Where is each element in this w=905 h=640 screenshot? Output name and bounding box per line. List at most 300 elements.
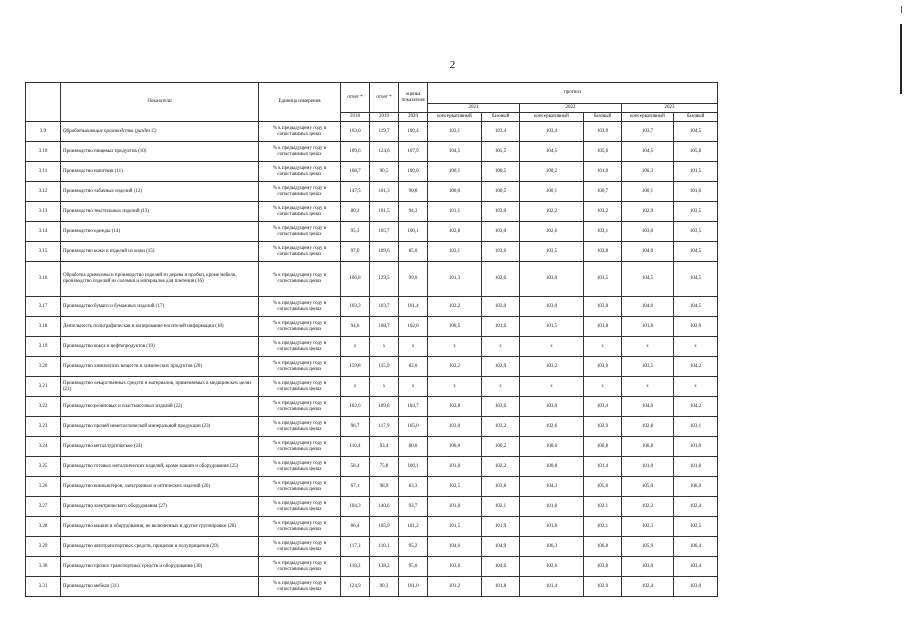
table-row [26,297,718,317]
row-unit: % к предыдущему году в сопоставимых ценах [259,317,341,337]
row-value: 103,7 [370,297,399,317]
row-value: 100,2 [482,437,520,457]
row-value: 108,7 [370,317,399,337]
row-indicator: Производство прочей неметаллической минеральной продукции (23) [61,417,259,437]
row-value: x [428,337,482,357]
row-value: 102,4 [674,497,718,517]
row-value: 104,5 [674,242,718,262]
row-value: x [520,337,584,357]
row-value: 102,1 [584,497,622,517]
header-base-2023: базовый [674,113,718,122]
row-value: 102,9 [622,202,674,222]
row-indicator: Производство лекарственных средств и материалов, применяемых в медицинских целях (21) [61,377,259,397]
row-value: 100,0 [399,162,428,182]
row-value: 104,5 [520,142,584,162]
row-value: 103,1 [674,417,718,437]
row-value: x [428,377,482,397]
header-year-2019: 2019 [370,113,399,122]
row-value: 101,5 [520,317,584,337]
row-indicator: Производство кокса и нефтепродуктов (19) [61,337,259,357]
row-value: 140,6 [370,497,399,517]
row-value: 100,1 [399,222,428,242]
row-value: 117,3 [341,537,370,557]
row-value: 102,6 [341,397,370,417]
row-unit: % к предыдущему году в сопоставимых ценах [259,397,341,417]
row-value: x [622,337,674,357]
header-forecast: прогноз [428,83,718,104]
table-row [26,162,718,182]
row-value: 103,0 [584,557,622,577]
row-value: 103,8 [482,477,520,497]
row-indicator: Производство автотранспортных средств, прицепов и полуприцепов (29) [61,537,259,557]
row-unit: % к предыдущему году в сопоставимых ценах [259,337,341,357]
row-value: 109,6 [370,242,399,262]
row-value: 100,5 [428,317,482,337]
row-value: 97,0 [341,242,370,262]
row-value: 101,5 [428,517,482,537]
row-value: x [674,337,718,357]
row-value: 101,8 [520,497,584,517]
row-value: 104,2 [674,357,718,377]
row-value: 102,8 [428,397,482,417]
row-value: 101,3 [370,182,399,202]
row-value: 103,0 [482,222,520,242]
header-indicator: Показатели [61,83,259,122]
row-value: 103,0 [428,417,482,437]
table-row [26,122,718,142]
table-row [26,457,718,477]
row-number: 3.29 [26,537,61,557]
header-num [26,83,61,122]
row-indicator: Обрабатывающие производства (раздел С) [61,122,259,142]
row-value: 104,5 [428,142,482,162]
table-row [26,317,718,337]
row-value: 103,0 [520,397,584,417]
row-number: 3.23 [26,417,61,437]
row-value: 80,0 [399,437,428,457]
row-unit: % к предыдущему году в сопоставимых ценах [259,162,341,182]
row-value: 101,8 [428,497,482,517]
row-indicator: Производство текстильных изделий (13) [61,202,259,222]
row-value: 104,9 [482,537,520,557]
row-value: x [584,377,622,397]
table-row [26,222,718,242]
row-number: 3.9 [26,122,61,142]
table-row [26,182,718,202]
row-indicator: Обработка древесины и производство изделий из дерева и пробки, кроме мебели, производство изделий из соломки и материалов для плетения (16) [61,262,259,297]
row-value: 103,0 [520,262,584,297]
row-value: 103,5 [674,222,718,242]
row-value: 103,2 [482,417,520,437]
table-row [26,377,718,397]
row-value: 100,0 [428,437,482,457]
row-indicator: Производство электрического оборудования (27) [61,497,259,517]
row-value: 101,0 [674,182,718,202]
row-unit: % к предыдущему году в сопоставимых ценах [259,122,341,142]
row-value: 124,6 [370,142,399,162]
row-value: 138,2 [370,557,399,577]
row-value: 147,5 [341,182,370,202]
row-number: 3.31 [26,577,61,597]
row-unit: % к предыдущему году в сопоставимых ценах [259,417,341,437]
row-value: 103,0 [520,297,584,317]
header-conservative-2023: консервативный [622,113,674,122]
row-value: 103,0 [622,222,674,242]
header-report-2019: отчет * [370,83,399,113]
row-value: 90,5 [370,162,399,182]
table-row [26,142,718,162]
row-unit: % к предыдущему году в сопоставимых ценах [259,357,341,377]
row-value: 110,1 [370,537,399,557]
header-report-2018: отчет * [341,83,370,113]
row-unit: % к предыдущему году в сопоставимых ценах [259,537,341,557]
row-indicator: Производство металлургическое (24) [61,437,259,457]
row-value: 102,5 [674,517,718,537]
row-value: 100,1 [399,457,428,477]
row-number: 3.22 [26,397,61,417]
row-value: 100,5 [482,162,520,182]
row-value: x [674,377,718,397]
row-indicator: Производство готовых металлических изделий, кроме машин и оборудования (25) [61,457,259,477]
row-value: 104,6 [428,537,482,557]
row-value: 102,2 [482,457,520,477]
row-unit: % к предыдущему году в сопоставимых ценах [259,577,341,597]
edge-tick-mark [901,6,902,13]
table-row [26,262,718,297]
row-value: 85,0 [399,242,428,262]
row-value: 103,0 [482,397,520,417]
row-value: 102,0 [399,317,428,337]
row-value: 101,2 [399,517,428,537]
row-value: 103,9 [584,357,622,377]
row-value: 109,8 [370,397,399,417]
row-value: 100,3 [622,162,674,182]
row-value: 101,0 [622,457,674,477]
row-value: 102,1 [584,517,622,537]
row-number: 3.28 [26,517,61,537]
row-value: 101,4 [399,297,428,317]
table-row [26,202,718,222]
row-indicator: Производство кожи и изделий из кожи (15) [61,242,259,262]
row-value: 159,8 [341,357,370,377]
row-value: 94,6 [341,317,370,337]
row-unit: % к предыдущему году в сопоставимых ценах [259,202,341,222]
header-year-2020: 2020 [399,113,428,122]
row-value: 100,6 [520,437,584,457]
row-number: 3.24 [26,437,61,457]
row-value: 101,4 [584,457,622,477]
row-value: 102,6 [520,417,584,437]
row-value: 95,0 [399,557,428,577]
row-value: 105,8 [674,142,718,162]
row-value: 101,4 [520,577,584,597]
row-value: 102,2 [622,497,674,517]
row-value: 100,2 [520,162,584,182]
header-year-2023: 2023 [622,104,718,113]
row-value: 102,6 [520,557,584,577]
row-value: 107,9 [399,142,428,162]
row-value: 100,1 [428,162,482,182]
row-value: 94,3 [399,202,428,222]
row-value: 101,8 [622,317,674,337]
row-number: 3.17 [26,297,61,317]
row-value: 109,6 [341,142,370,162]
row-value: 105,9 [370,517,399,537]
row-unit: % к предыдущему году в сопоставимых ценах [259,377,341,397]
row-unit: % к предыдущему году в сопоставимых ценах [259,262,341,297]
row-value: 95,3 [341,222,370,242]
row-value: 103,5 [520,242,584,262]
header-conservative-2021: консервативный [428,113,482,122]
row-value: x [482,377,520,397]
row-value: 103,1 [428,122,482,142]
row-value: 100,0 [428,182,482,202]
row-unit: % к предыдущему году в сопоставимых ценах [259,142,341,162]
row-number: 3.15 [26,242,61,262]
row-value: 104,5 [622,142,674,162]
header-base-2021: базовый [482,113,520,122]
row-value: 106,8 [584,537,622,557]
row-value: x [399,377,428,397]
row-value: 110,4 [341,437,370,457]
row-value: 102,0 [584,577,622,597]
row-value: 103,0 [674,577,718,597]
row-value: x [399,337,428,357]
row-value: 101,8 [428,457,482,477]
row-value: 101,8 [674,457,718,477]
table-row [26,357,718,377]
row-number: 3.30 [26,557,61,577]
row-value: 100,4 [399,122,428,142]
row-value: 101,8 [584,317,622,337]
row-value: x [482,337,520,357]
row-number: 3.19 [26,337,61,357]
row-value: 103,0 [482,202,520,222]
row-value: 101,0 [584,162,622,182]
row-number: 3.16 [26,262,61,297]
row-value: 104,0 [622,242,674,262]
row-value: 115,9 [370,357,399,377]
row-value: 102,9 [482,357,520,377]
row-value: 102,2 [428,357,482,377]
row-value: 58,4 [341,457,370,477]
row-number: 3.14 [26,222,61,242]
row-indicator: Производство одежды (14) [61,222,259,242]
table-row [26,497,718,517]
row-value: x [622,377,674,397]
table-row [26,417,718,437]
row-value: 103,4 [674,557,718,577]
row-value: 103,0 [622,557,674,577]
table-row [26,242,718,262]
row-value: 101,0 [399,577,428,597]
row-value: 102,5 [428,477,482,497]
row-value: 104,5 [674,122,718,142]
row-value: 83,3 [399,477,428,497]
row-indicator: Производство машин и оборудования, не включенных в другие группировки (28) [61,517,259,537]
row-value: 118,2 [341,557,370,577]
row-indicator: Производство прочих транспортных средств и оборудования (30) [61,557,259,577]
row-value: 103,0 [482,297,520,317]
table-row [26,437,718,457]
row-value: 104,2 [674,397,718,417]
row-value: 103,2 [584,202,622,222]
row-value: x [370,337,399,357]
row-value: 99,0 [399,262,428,297]
row-value: 100,5 [482,182,520,202]
row-value: 101,1 [428,202,482,222]
header-unit: Единица измерения [259,83,341,122]
row-value: 102,8 [428,222,482,242]
row-value: x [520,377,584,397]
table-body [26,122,718,597]
row-value: 105,9 [622,537,674,557]
row-value: 102,6 [520,222,584,242]
row-value: 104,7 [399,397,428,417]
row-unit: % к предыдущему году в сопоставимых ценах [259,497,341,517]
row-value: 93,7 [399,497,428,517]
table-row [26,477,718,497]
row-value: 103,1 [428,242,482,262]
row-value: 100,8 [622,437,674,457]
row-value: 117,9 [370,417,399,437]
row-value: 100,8 [584,437,622,457]
row-value: 95,2 [399,537,428,557]
row-value: 103,8 [584,297,622,317]
row-value: 98,9 [370,477,399,497]
row-value: x [370,377,399,397]
row-value: 103,9 [584,122,622,142]
row-value: 101,5 [674,162,718,182]
row-value: 103,8 [584,242,622,262]
row-value: 103,0 [341,122,370,142]
row-number: 3.13 [26,202,61,222]
row-value: 102,1 [482,497,520,517]
row-value: 129,5 [370,262,399,297]
row-value: 103,5 [584,262,622,297]
row-value: 101,8 [482,577,520,597]
table-row [26,537,718,557]
row-value: 105,7 [370,222,399,242]
row-value: 102,3 [622,517,674,537]
header-year-2021: 2021 [428,104,520,113]
row-number: 3.21 [26,377,61,397]
row-value: 102,8 [622,417,674,437]
forecast-table [25,82,718,597]
row-unit: % к предыдущему году в сопоставимых ценах [259,297,341,317]
row-value: 106,3 [520,537,584,557]
row-value: 104,5 [674,262,718,297]
row-value: 103,6 [482,242,520,262]
row-value: 103,4 [482,122,520,142]
row-indicator: Деятельность полиграфическая и копирование носителей информации (18) [61,317,259,337]
row-value: 103,7 [622,122,674,142]
row-value: 100,8 [520,457,584,477]
table-row [26,517,718,537]
row-value: 103,2 [520,357,584,377]
row-value: 101,3 [428,262,482,297]
row-indicator: Производство компьютеров, электронных и оптических изделий (26) [61,477,259,497]
table-header [26,83,718,122]
row-unit: % к предыдущему году в сопоставимых ценах [259,437,341,457]
row-number: 3.20 [26,357,61,377]
table-row [26,557,718,577]
header-year-2022: 2022 [520,104,622,113]
row-number: 3.27 [26,497,61,517]
header-year-2018: 2018 [341,113,370,122]
row-value: 103,5 [622,357,674,377]
row-value: 103,4 [584,397,622,417]
table-row [26,577,718,597]
row-value: x [584,337,622,357]
page-number: 2 [449,59,456,71]
row-indicator: Производство пищевых продуктов (10) [61,142,259,162]
row-value: 108,7 [341,162,370,182]
row-value: 106,4 [674,537,718,557]
row-value: x [341,377,370,397]
row-value: 103,1 [584,222,622,242]
row-value: 101,0 [674,437,718,457]
row-value: 105,0 [399,417,428,437]
row-value: 103,5 [674,202,718,222]
row-value: 104,5 [674,297,718,317]
row-value: 100,7 [584,182,622,202]
row-unit: % к предыдущему году в сопоставимых ценах [259,517,341,537]
row-value: 93,4 [370,437,399,457]
row-value: 103,6 [428,557,482,577]
row-value: 104,0 [622,297,674,317]
row-value: 90,3 [370,577,399,597]
row-value: x [341,337,370,357]
row-value: 102,0 [482,262,520,297]
row-value: 101,0 [482,317,520,337]
row-value: 106,0 [674,477,718,497]
row-number: 3.18 [26,317,61,337]
row-unit: % к предыдущему году в сопоставимых ценах [259,182,341,202]
row-unit: % к предыдущему году в сопоставимых ценах [259,457,341,477]
row-value: 105,6 [584,142,622,162]
row-indicator: Производство мебели (31) [61,577,259,597]
row-value: 103,3 [341,297,370,317]
header-estimate-2020: оценка показателя [399,83,428,113]
row-value: 96,7 [341,417,370,437]
header-conservative-2022: консервативный [520,113,584,122]
row-value: 104,0 [482,557,520,577]
row-number: 3.10 [26,142,61,162]
row-value: 103,4 [520,122,584,142]
row-value: 106,8 [341,262,370,297]
row-unit: % к предыдущему году в сопоставимых ценах [259,222,341,242]
row-value: 67,1 [341,477,370,497]
row-value: 102,2 [428,297,482,317]
row-value: 101,5 [370,202,399,222]
row-indicator: Производство резиновых и пластмассовых изделий (22) [61,397,259,417]
row-value: 119,7 [370,122,399,142]
row-number: 3.12 [26,182,61,202]
row-value: 105,0 [584,477,622,497]
row-value: 102,0 [674,317,718,337]
row-indicator: Производство напитков (11) [61,162,259,182]
row-value: 101,8 [520,517,584,537]
row-unit: % к предыдущему году в сопоставимых ценах [259,242,341,262]
row-value: 100,1 [622,182,674,202]
row-indicator: Производство химических веществ и химических продуктов (20) [61,357,259,377]
row-value: 102,4 [622,577,674,597]
row-unit: % к предыдущему году в сопоставимых ценах [259,557,341,577]
row-value: 105,5 [482,142,520,162]
row-value: 104,3 [520,477,584,497]
row-value: 75,8 [370,457,399,477]
